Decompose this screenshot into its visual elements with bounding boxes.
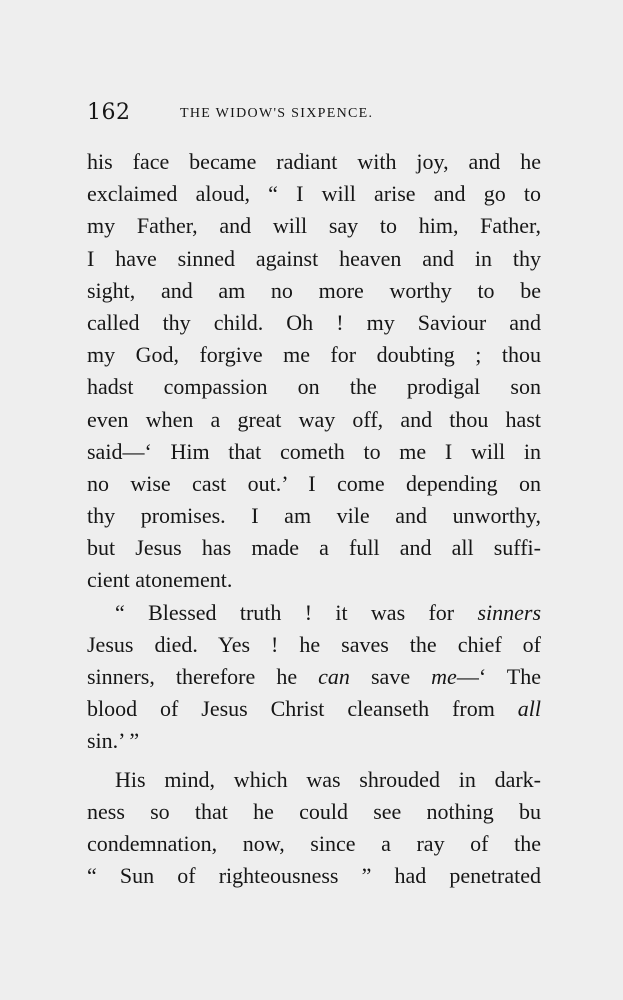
emphasis: sinners [477,599,542,625]
running-title: THE WIDOW'S SIXPENCE. [180,106,374,121]
text-line: blood of Jesus Christ cleanseth from all [87,696,541,722]
page-number: 162 [87,100,131,125]
emphasis: can [318,664,350,689]
text-line: condemnation, now, since a ray of the [87,830,541,856]
text-line: called thy child. Oh ! my Saviour and [87,309,541,335]
emphasis: me [431,664,457,689]
text-line: no wise cast out.’ I come depending on [87,470,541,496]
text-line: Jesus died. Yes ! he saves the chief of [87,631,541,657]
text-line: sin.’ ” [87,728,140,754]
text-line: sinners, therefore he can save me—‘ The [87,664,542,689]
text-line: hadst compassion on the prodigal son [87,374,541,400]
text-line: his face became radiant with joy, and he [87,149,541,174]
text-line: my Father, and will say to him, Father, [87,213,541,239]
text-line: I have sinned against heaven and in thy [87,245,541,271]
text-line: thy promises. I am vile and unworthy, [87,503,541,529]
text-line: cient atonement. [87,567,233,593]
body-text [87,146,541,892]
text-line: “ Blessed truth ! it was for sinners [115,599,542,625]
text-line: exclaimed aloud, “ I will arise and go to [87,181,541,207]
text-line: sight, and am no more worthy to be [87,277,541,303]
text-line: “ Sun of righteousness ” had penetrated [87,863,541,889]
text-line: but Jesus has made a full and all suffi- [87,535,541,561]
text-line: His mind, which was shrouded in dark- [115,766,541,792]
text-line: even when a great way off, and thou hast [87,406,541,432]
text-line: said—‘ Him that cometh to me I will in [87,438,541,464]
text-line: ness so that he could see nothing bu [87,798,541,824]
text-line: my God, forgive me for doubting ; thou [87,342,541,368]
page-header [87,100,542,134]
emphasis: all [517,696,541,722]
